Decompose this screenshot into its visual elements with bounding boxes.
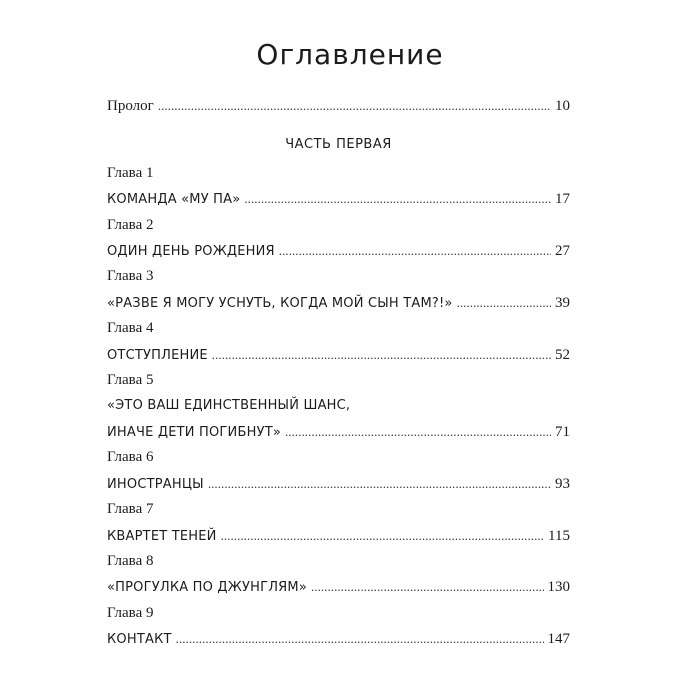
dot-leader (176, 626, 544, 652)
entry-title: «РАЗВЕ Я МОГУ УСНУТЬ, КОГДА МОЙ СЫН ТАМ?!» (107, 295, 453, 311)
page-number: 27 (555, 243, 570, 260)
page-number: 10 (555, 98, 570, 114)
chapter-label: Глава 4 (107, 320, 154, 337)
page-number: 71 (555, 423, 570, 440)
dot-leader (221, 523, 544, 549)
page-number: 115 (548, 527, 570, 544)
dot-leader (212, 342, 551, 368)
dot-leader (311, 574, 544, 600)
entry-title: Пролог (107, 98, 154, 114)
entry-title: ИНАЧЕ ДЕТИ ПОГИБНУТ» (107, 424, 281, 440)
entry-title: ОТСТУПЛЕНИЕ (107, 347, 208, 363)
entry-title: КВАРТЕТ ТЕНЕЙ (107, 528, 217, 544)
toc-entry-chapter-4[interactable] (107, 342, 570, 368)
chapter-label: Глава 2 (107, 216, 154, 233)
dot-leader (285, 419, 551, 445)
entry-title: «ПРОГУЛКА ПО ДЖУНГЛЯМ» (107, 580, 307, 596)
chapter-label: Глава 5 (107, 372, 154, 389)
page-title: Оглавление (256, 38, 444, 71)
page-number: 93 (555, 475, 570, 492)
entry-title-line-1[interactable]: «ЭТО ВАШ ЕДИНСТВЕННЫЙ ШАНС, (107, 398, 351, 414)
toc-entry-chapter-8[interactable] (107, 574, 570, 600)
chapter-label: Глава 9 (107, 604, 154, 621)
chapter-label: Глава 3 (107, 268, 154, 285)
entry-title: КОНТАКТ (107, 632, 172, 648)
table-of-contents (107, 93, 570, 653)
toc-entry-prologue[interactable] (107, 93, 570, 119)
dot-leader (457, 290, 551, 316)
toc-entry-chapter-1[interactable] (107, 186, 570, 212)
dot-leader (279, 238, 551, 264)
chapter-label: Глава 8 (107, 552, 154, 569)
entry-title: КОМАНДА «МУ ПА» (107, 192, 241, 208)
page-number: 17 (555, 191, 570, 208)
page-number: 147 (547, 631, 570, 648)
chapter-label: Глава 7 (107, 501, 154, 518)
dot-leader (244, 186, 551, 212)
chapter-label: Глава 1 (107, 164, 154, 181)
page-number: 39 (555, 294, 570, 311)
entry-title: ИНОСТРАНЦЫ (107, 476, 204, 492)
part-heading: ЧАСТЬ ПЕРВАЯ (285, 137, 392, 153)
entry-title: ОДИН ДЕНЬ РОЖДЕНИЯ (107, 244, 275, 260)
toc-entry-chapter-6[interactable] (107, 471, 570, 497)
toc-entry-chapter-3[interactable] (107, 290, 570, 316)
dot-leader (208, 471, 551, 497)
toc-entry-chapter-2[interactable] (107, 238, 570, 264)
page-number: 130 (547, 579, 570, 596)
chapter-label: Глава 6 (107, 449, 154, 466)
toc-entry-chapter-5[interactable] (107, 419, 570, 445)
page-number: 52 (555, 346, 570, 363)
toc-entry-chapter-7[interactable] (107, 523, 570, 549)
toc-entry-chapter-9[interactable] (107, 626, 570, 652)
dot-leader (158, 93, 551, 119)
